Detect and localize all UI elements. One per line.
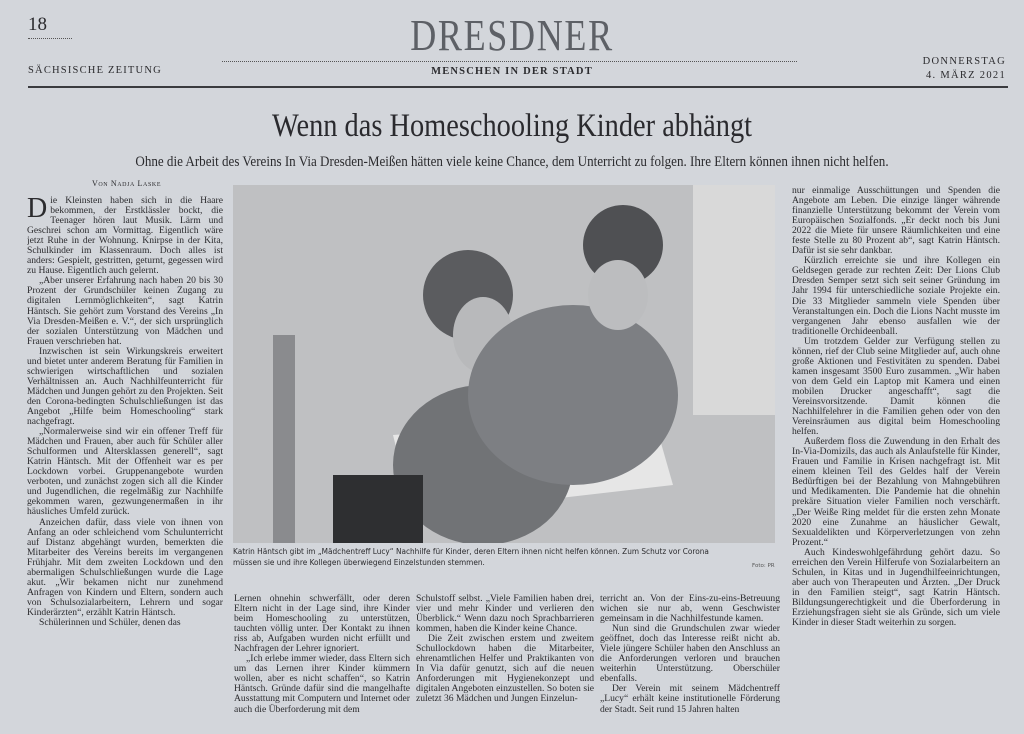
section-title: MENSCHEN IN DER STADT <box>431 66 593 77</box>
paragraph: Lernen ohnehin schwerfällt, oder deren Eltern nicht in der Lage sind, ihre Kinder beim Homeschooling zu unterstützen, tauchten völlig unter. Der Kontakt zu ihnen riss ab, Aufgaben wurden nicht erfüllt und Nachfragen der Lehrer ignoriert. <box>234 594 410 655</box>
paragraph: Der Verein mit seinem Mädchentreff „Lucy“ erhält keine institutionelle Förderung der Stadt. Seit rund 15 Jahren halten <box>600 683 780 715</box>
paragraph: nur einmalige Ausschüttungen und Spenden die Angebote am Leben. Die einzige länger währende finanzielle Unterstützung bekommt der Verein vom Europäischen Sozialfonds. „Er deckt noch bis Juni 2022 die Miete für unsere Räumlichkeiten und eine feste Stelle zu 80 Prozent ab“, sagt Katrin Häntsch. Dafür ist sie sehr dankbar. <box>792 186 1000 257</box>
paragraph: terricht an. Von der Eins-zu-eins-Betreuung wichen sie nur ab, wenn Geschwister gemeinsam in die Nachhilfestunde kamen. <box>600 594 780 625</box>
issue-date <box>923 55 1006 83</box>
article-column-3 <box>416 594 594 722</box>
subheadline: Ohne die Arbeit des Vereins In Via Dresden-Meißen hätten viele keine Chance, dem Unterricht zu folgen. Ihre Eltern können ihnen nicht helfen. <box>135 154 889 170</box>
paragraph: Auch Kindeswohlgefährdung gehört dazu. So erreichen den Verein Hilferufe von Sozialarbeitern an Schulen, in Kitas und in Jugendhilfeeinrichtungen, aber auch von Therapeuten und Ärzten. „Der Druck in den Familien steigt“, sagt Katrin Häntsch. Bildungsungerechtigkeit und die Überforderung in Erziehungsfragen sieht sie als Gründe, sich um viele Kinder in dieser Stadt weiterhin zu sorgen. <box>792 546 1000 629</box>
byline: Von Nadja Laske <box>92 179 162 188</box>
divider <box>222 61 797 62</box>
paragraph: „Ich erlebe immer wieder, dass Eltern sich um das Lernen ihrer Kinder kümmern wollen, aber es nicht schaffen“, so Katrin Häntsch. Gründe dafür sind die mangelhafte Ausstattung mit Computern und Internet oder auch die Überforderung mit dem <box>234 653 410 715</box>
paragraph: Schülerinnen und Schüler, denen das <box>39 616 181 628</box>
paragraph: Um trotzdem Gelder zur Verfügung stellen zu können, rief der Club seine Mitglieder auf, auch ohne große Aktionen und Festivitäten zu spenden. Dabei kamen insgesamt 3500 Euro zusammen. „Wir haben von dem Geld ein Laptop mit Kamera und einen mobilen Drucker angeschafft“, sagt die Vereinsvorsitzende. Damit können die Nachhilfelehrer in die Familien gehen oder von den Vereinsräumen aus digital beim Homeschooling helfen. <box>792 335 1000 438</box>
paragraph: Die Zeit zwischen erstem und zweitem Schullockdown haben die Mitarbeiter, ehrenamtlichen Helfer und Praktikanten von In Via dafür genutzt, sich auf die neuen Anforderungen mit Hygienekonzept und digitalen Angeboten einzustellen. So boten sie zuletzt 36 Mädchen und Jungen Einzelun- <box>416 633 594 705</box>
divider <box>28 38 72 39</box>
paragraph-text: ie Kleinsten haben sich in die Haare bekommen, der Erstklässler bockt, die Teenager hören laut Musik. Lärm und Geschrei schon am Vormittag. Eigentlich wäre jetzt Ruhe in der Wohnung. Knirpse in der Kita, Schulkinder im Klassenraum. Doch alles ist anders: Gespielt, gestritten, geturnt, gegessen wird zu Hause. Eigentlich auch gelernt. <box>27 196 223 277</box>
photo-credit: Foto: PR <box>752 563 775 569</box>
headline: Wenn das Homeschooling Kinder abhängt <box>271 108 753 144</box>
weekday: DONNERSTAG <box>922 56 1006 67</box>
paragraph: Anzeichen dafür, dass viele von ihnen von Anfang an oder schleichend vom Schulunterricht auf Distanz abgehängt wurden, bemerkten die Mitarbeiter des Vereins bereits im vergangenen Frühjahr. Mit dem zweiten Lockdown und den abermaligen Schulschließungen wurde die Lage akut. „Wir bekamen nicht nur zunehmend Anfragen von Kindern und Eltern, sondern auch von Schulsozialarbeitern, Lehrern und sogar Kinderärzten“, erzählt Katrin Häntsch. <box>27 516 223 618</box>
header-rule <box>28 86 1008 88</box>
paragraph: Nun sind die Grundschulen zwar wieder geöffnet, doch das Interesse reißt nicht ab. Viele jüngere Schüler haben den Anschluss an die Anforderungen verloren und brauchen weiterhin Unterstützung. Oberschüler ebenfalls. <box>600 623 780 685</box>
article-column-1 <box>27 196 223 716</box>
paragraph: „Aber unserer Erfahrung nach haben 20 bis 30 Prozent der Grundschüler keinen Zugang zu digitalen Lernmöglichkeiten“, sagt Katrin Häntsch. Sie gehört zum Vorstand des Vereins „In Via Dresden-Meißen e. V.“, der sich ursprünglich der sozialen Unterstützung von Mädchen und Frauen verschrieben hat. <box>27 275 223 347</box>
paragraph: Kürzlich erreichte sie und ihre Kollegen ein Geldsegen gerade zur rechten Zeit: Der Lions Club Dresden Semper setzt sich seit seiner Gründung im Jahr 1994 für unterschiedliche soziale Projekte ein. Die 33 Mitglieder sammeln viele Spenden über Veranstaltungen ein. Doch die Lions Nacht musste im vergangenen Jahr ebenso ausfallen wie der traditionelle Orchideenball. <box>792 255 1000 337</box>
paragraph: Außerdem floss die Zuwendung in den Erhalt des In-Via-Domizils, das auch als Anlaufstelle für Kinder, Frauen und Familie in Krisen nachgefragt ist. Mit einem kleinen Teil des Geldes half der Verein Bedürftigen bei der Bezahlung von Mahngebühren und Medikamenten. Die Pandemie hat die ohnehin prekäre Situation vieler Familien noch verschärft. „Der Weiße Ring meldet für die ersten zehn Monate 2020 eine Zunahme an häuslicher Gewalt, Sexualdelikten und Körperverletzungen von zehn Prozent.“ <box>792 436 1000 548</box>
article-column-4 <box>600 594 780 722</box>
paragraph <box>27 196 223 276</box>
article-column-2 <box>234 594 410 722</box>
article-photo <box>233 185 775 543</box>
article-column-5 <box>792 186 1000 721</box>
date: 4. MÄRZ 2021 <box>925 70 1006 81</box>
newspaper-name: SÄCHSISCHE ZEITUNG <box>28 65 162 76</box>
photo-children-studying <box>233 185 775 543</box>
masthead: DRESDNER <box>410 11 614 60</box>
paragraph: Inzwischen ist sein Wirkungskreis erweitert und bietet unter anderem Beratung für Familien in schwierigen wirtschaftlichen und sozialen Verhältnissen an. Auch Nachhilfeunterricht für Mädchen und Jungen gehört zu den Projekten. Seit den Corona-bedingten Schulschließungen ist das Angebot „Hilfe beim Homeschooling“ stark nachgefragt. <box>27 345 223 428</box>
drop-cap: D <box>27 196 48 224</box>
page-number: 18 <box>28 14 47 35</box>
photo-caption: Katrin Häntsch gibt im „Mädchentreff Lucy“ Nachhilfe für Kinder, deren Eltern ihnen nicht helfen können. Zum Schutz vor Corona müssen sie und ihre Kollegen überwiegend Einzelstunden stemmen. <box>233 547 709 567</box>
paragraph: „Normalerweise sind wir ein offener Treff für Mädchen und Frauen, aber auch für Schüler aller Schulformen und Altersklassen generell“, sagt Katrin Häntsch. Mit der Offenheit war es per Lockdown vorbei. Gruppenangebote wurden verboten, und zunächst zogen sich all die Kinder und Jugendlichen, die regelmäßig zur Nachhilfe gekommen waren, gezwungenermaßen in ihr häusliches Umfeld zurück. <box>27 426 223 518</box>
paragraph: Schulstoff selbst. „Viele Familien haben drei, vier und mehr Kinder und verlieren den Überblick.“ Wenn dazu noch Sprachbarrieren kommen, haben die Kinder keine Chance. <box>416 594 594 635</box>
